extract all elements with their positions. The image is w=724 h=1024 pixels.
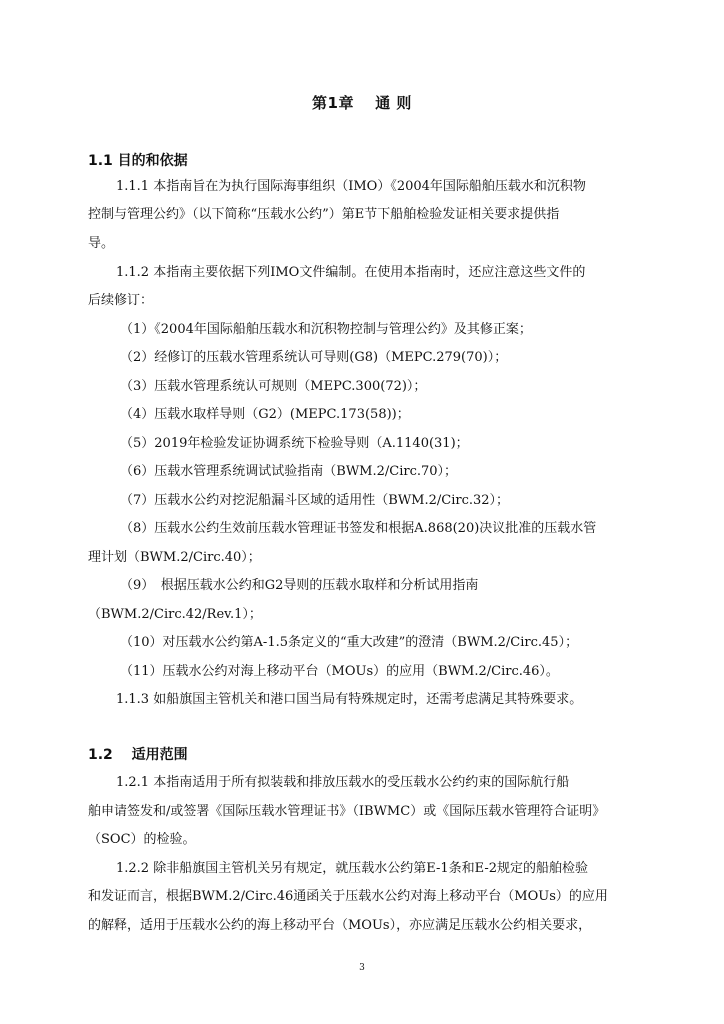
paragraph-line: 的解释，适用于压载水公约的海上移动平台（MOUs），亦应满足压载水公约相关要求， [88,918,592,933]
list-item: （6）压载水管理系统调试试验指南（BWM.2/Circ.70）； [120,464,458,479]
paragraph-line: 舶申请签发和/或签署《国际压载水管理证书》（IBWMC）或《国际压载水管理符合证明》 [88,804,606,819]
section-heading-1-2: 1.2 适用范围 [88,747,188,763]
list-item: （11）压载水公约对海上移动平台（MOUs）的应用（BWM.2/Circ.46）。 [120,664,559,679]
paragraph-line: 1.1.2 本指南主要依据下列IMO文件编制。在使用本指南时，还应注意这些文件的 [116,265,586,280]
list-item: （7）压载水公约对挖泥船漏斗区域的适用性（BWM.2/Circ.32）； [120,493,510,508]
page-number: 3 [359,963,365,973]
list-item: （8）压载水公约生效前压载水管理证书签发和根据A.868(20)决议批准的压载水管 [120,521,597,536]
paragraph-line: 导。 [88,236,115,251]
list-item-continuation: 理计划（BWM.2/Circ.40）； [88,550,261,565]
list-item: （2）经修订的压载水管理系统认可导则(G8)（MEPC.279(70)）； [120,350,508,365]
list-item: （5）2019年检验发证协调系统下检验导则（A.1140(31)； [120,436,469,451]
paragraph-line: 和发证而言，根据BWM.2/Circ.46通函关于压载水公约对海上移动平台（MOUs）的应用 [88,889,608,904]
list-item-continuation: （BWM.2/Circ.42/Rev.1）； [88,607,262,622]
paragraph-line: 控制与管理公约》（以下简称“压载水公约”）第E节下船舶检验发证相关要求提供指 [88,207,560,222]
list-item: （4）压载水取样导则（G2）(MEPC.173(58))； [120,407,410,422]
paragraph-line: （SOC）的检验。 [88,832,196,847]
paragraph-line: 1.2.2 除非船旗国主管机关另有规定，就压载水公约第E-1条和E-2规定的船舶检验 [116,861,588,876]
chapter-title: 第1章 通 则 [312,94,412,112]
paragraph-line: 1.1.3 如船旗国主管机关和港口国当局有特殊规定时，还需考虑满足其特殊要求。 [116,692,583,707]
paragraph-line: 后续修订： [88,293,154,308]
paragraph-line: 1.2.1 本指南适用于所有拟装载和排放压载水的受压载水公约约束的国际航行船 [116,775,570,790]
paragraph-line: 1.1.1 本指南旨在为执行国际海事组织（IMO）《2004年国际船舶压载水和沉积物 [116,179,586,194]
list-item: （1）《2004年国际船舶压载水和沉积物控制与管理公约》及其修正案； [120,322,532,337]
list-item: （3）压载水管理系统认可规则（MEPC.300(72)）； [120,379,427,394]
section-heading-1-1: 1.1 目的和依据 [88,153,188,169]
list-item: （10）对压载水公约第A-1.5条定义的“重大改建”的澄清（BWM.2/Circ.45）； [120,635,579,650]
list-item: （9） 根据压载水公约和G2导则的压载水取样和分析试用指南 [120,578,479,593]
